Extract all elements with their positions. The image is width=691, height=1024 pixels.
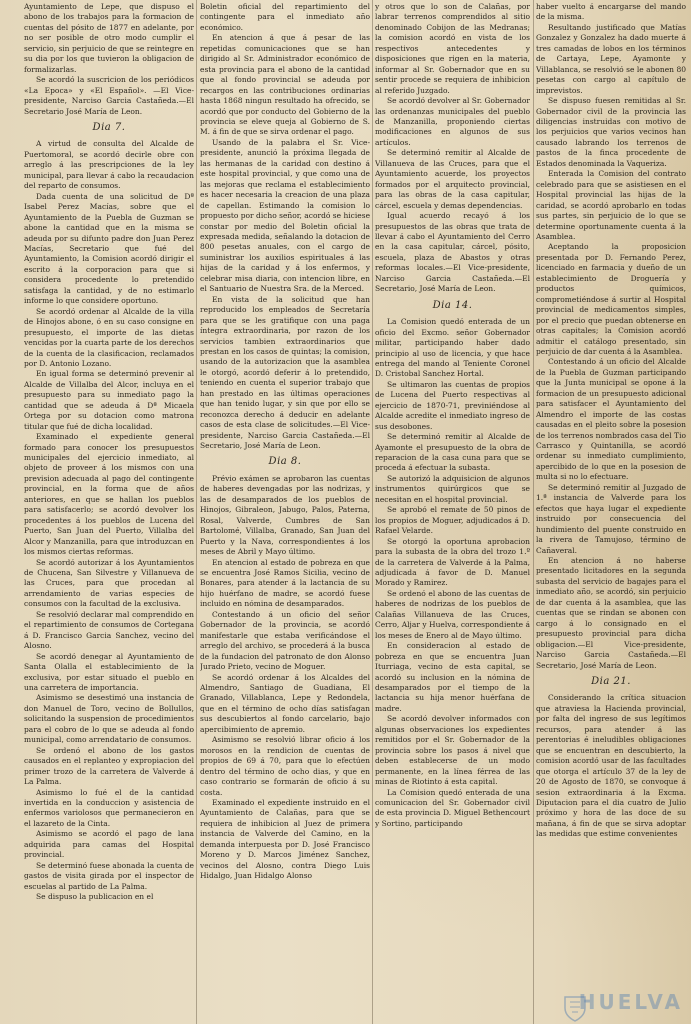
paragraph: Se determinó remitir al Juzgado de 1.ª instancia de Valverde para los efectos que haya lugar el expediente instruido por consecuencia del hundimiento del puente construido en la rivera de Tamujoso, término de Cañaveral. xyxy=(536,482,686,555)
paragraph: En atencion á que á pesar de las repetidas comunicaciones que se han dirigido al Sr. Administrador económico de esta provincia para el abono de la cantidad que al fondo provincial se adeuda por recargos en las contribuciones ordinarias hasta 1868 ningun resultado ha ofrecido, se acordó que por conducto del Gobierno de la provincia se eleve queja al Gobierno de S. M. á fin de que se sirva ordenar el pago. xyxy=(200,33,370,137)
paragraph: Asimismo se resolvió librar oficio á los morosos en la rendicion de cuentas de propios de 69 á 70, para que lo efectúen dentro del término de ocho dias, y que en caso contrario se formarán de oficio á su costa. xyxy=(200,735,370,797)
paragraph: Se determinó remitir al Alcalde de Villanueva de las Cruces, para que el Ayuntamiento acuerde, los proyectos formados por el arquitecto provincial, para las obras de la casa capitular, cárcel, escuela y demas dependencias. xyxy=(375,148,530,210)
paragraph: Se autorizó la adquisicion de algunos instrumentos quirúrgicos que se necesitan en el hospital provincial. xyxy=(375,473,530,504)
section-heading: Dia 7. xyxy=(92,121,126,133)
paragraph: Aceptando la proposicion presentada por D. Fernando Perez, licenciado en farmacia y dueño de un establecimiento de Droguería y productos químicos, comprometiéndose á surtir al Hospital provincial de medicamentos simples, por el precio que puedan obtenerse en otras capitales; la Comision acordó admitir el catálogo presentado, sin perjuicio de dar cuenta á la Asamblea. xyxy=(536,242,686,356)
section-heading: Dia 8. xyxy=(268,456,302,468)
paragraph: Examinado el expediente general formado para conocer los presupuestos municipales del ejercicio inmediato, al objeto de proveer á los mismos con una prevision adecuada al pago del contingente provincial, en la forma que de años anteriores, en que se hallan los pueblos para satisfacerlo; se acordó devolver los procedentes á los pueblos de Lucena del Puerto, San Juan del Puerto, Villalba del Alcor y Manzanilla, para que introduzcan en los mismos ciertas reformas. xyxy=(24,432,194,557)
section-heading: Dia 14. xyxy=(432,299,473,311)
paragraph: La Comision quedó enterada de un oficio del Excmo. señor Gobernador militar, participando haber dado principio al uso de licencia, y que hace entrega del mando al Teniente Coronel D. Cristobal Sanchez Hortal. xyxy=(375,317,530,379)
paragraph: Se determinó fuese abonada la cuenta de gastos de visita girada por el inspector de escuelas al partido de La Palma. xyxy=(24,860,194,891)
paragraph: Prévio exámen se aprobaron las cuentas de haberes devengadas por las nodrizas, y las de desamparados de los pueblos de Hinojos, Gibraleon, Jabugo, Palos, Paterna, Rosal, Valverde, Cumbres de San Bartolomé, Villalba, Granado, San Juan del Puerto y la Nava, correspondientes á los meses de Abril y Mayo último. xyxy=(200,473,370,557)
paragraph: Se resolvió declarar mal comprendido en el repartimiento de consumos de Cortegana á D. Francisco Garcia Sanchez, vecino del Alosno. xyxy=(24,609,194,651)
paragraph: Considerando la crítica situacion que atraviesa la Hacienda provincial, por falta del ingreso de sus legítimos recursos, para atender á las perentorias é ineludibles obligaciones que se encuentran en descubierto, la comision acordó usar de las facultades que otorga el artículo 37 de la ley de 20 de Agosto de 1870, se convoque á sesion extraordinaria á la Excma. Diputacion para el dia cuatro de Julio próximo y hora de las doce de su mañana, á fin de que se sirva adoptar las medidas que estime convenientes xyxy=(536,693,686,839)
paragraph: En atencion á no haberse presentado licitadores en la segunda subasta del servicio de bagajes para el inmediato año, se acordó, sin perjuicio de dar cuenta á la asamblea, que las cuentas que se rindan se abonen con cargo á lo consignado en el presupuesto provincial para dicha obligacion.—El Vice-presidente, Narciso Garcia Castañeda.—El Secretario, José María de Leon. xyxy=(536,556,686,670)
paragraph: Igual acuerdo recayó á los presupuestos de las obras que trata de llevar á cabo el Ayuntamiento del Cerro en la casa capitular, cárcel, pósito, escuela, plaza de Abastos y otras reformas locales.—El Vice-presidente, Narciso Garcia Castañeda.—El Secretario, José María de Leon. xyxy=(375,211,530,294)
paragraph: En consideracion al estado de pobreza en que se encuentra Juan Iturriaga, vecino de esta capital, se acordó su inclusion en la nómina de desamparados por el tiempo de la lactancia su hija menor huérfana de madre. xyxy=(375,641,530,713)
paragraph: Asimismo se desestimó una instancia de don Manuel de Toro, vecino de Bollullos, solicitando la suspension de procedimientos para el cobro de lo que se adeuda al fondo municipal, como arrendatario de consumos. xyxy=(24,693,194,745)
paragraph: En vista de la solicitud que han reproducido los empleados de Secretaría para que se les gratifique con una paga íntegra extraordinaria, por razon de los servicios tambien extraordinarios que prestan en los casos de quintas; la comision, usando de la autorizacion que la asamblea le otorgó, acordó deferir á lo pretendido, teniendo en cuenta el superior trabajo que han prestado en las últimas operaciones que han tenido lugar, y sin que por ello se reconozca derecho á deducir en adelante casos de esta clase de solicitudes.—El Vice-presidente, Narciso Garcia Castañeda.—El Secretario, José María de Leon. xyxy=(200,294,370,451)
paragraph: Asimismo lo fué el de la cantidad invertida en la conduccion y asistencia de enfermos variolosos que permanecieron en el lazareto de la Cinta. xyxy=(24,787,194,828)
paragraph: Contestando á un oficio del Alcalde de la Puebla de Guzman participando que la Junta municipal se opone á la formacion de un presupuesto adicional para satisfacer el Ayuntamiento del Almendro el importe de las costas causadas en el pleito sobre la posesion de los terrenos nombrados casa del Tio Carrasco y Quintanilla, se acordó ordenar su inmediato cumplimiento, apercibido de lo que en la posesion de multa si no lo efectuare. xyxy=(536,357,686,482)
paragraph: Enterada la Comision del contrato celebrado para que se asistiesen en el Hospital provincial las hijas de la caridad, se acordó aprobarlo en todas sus partes, sin perjuicio de lo que se determine oportunamente cuenta á la Asamblea. xyxy=(536,169,686,241)
paragraph: Dada cuenta de una solicitud de Dª Isabel Perez Macías, sobre que el Ayuntamiento de la Puebla de Guzman se abone la cantidad que en la misma se adeuda por su difunto padre don Juan Perez Macías, Secretario que fué del Ayuntamiento, la Comision acordó dirigir el escrito á la corporacion para que si considera procedente lo pretendido satisfaga la cantidad, y de no estimarlo informe lo que considere oportuno. xyxy=(24,191,194,306)
paragraph: Se aprobó el remate de 50 pinos de los propios de Moguer, adjudicados á D. Rafael Velarde. xyxy=(375,505,530,536)
paragraph: Se acordó ordenar á los Alcaldes del Almendro, Santiago de Guadiana, El Granado, Villablanca, Lepe y Redondela, que en el término de ocho días satisfagan sus descubiertos al fondo carcelario, bajo apercibimiento de apremio. xyxy=(200,672,370,734)
paragraph: Contestando á un oficio del señor Gobernador de la provincia, se acordó manifestarle que estaba verificándose el arreglo del archivo, se procederá á la busca de la fundacion del patronato de don Alonso Jurado Prieto, vecino de Moguer. xyxy=(200,609,370,672)
paragraph: Se acordó denegar al Ayuntamiento de Santa Olalla el establecimiento de la exclusiva, por estar situado el pueblo en una carretera de importancia. xyxy=(24,651,194,692)
paragraph: Se dispuso la publicacion en el xyxy=(36,892,154,902)
paragraph: haber vuelto á encargarse del mando de la misma. xyxy=(536,2,686,22)
paragraph: Resultando justificado que Matías Gonzalez y Gonzalez ha dado muerte á tres camadas de lobos en los términos de Cartaya, Lepe, Ayamonte y Villablanca, se resolvió se le abonen 80 pesetas con cargo al capítulo de imprevistos. xyxy=(536,22,686,95)
text-column-2 xyxy=(200,2,370,1020)
column-divider xyxy=(372,0,373,1024)
paragraph: Asimismo se acordó el pago de lana adquirida para camas del Hospital provincial. xyxy=(24,829,194,860)
section-heading: Dia 21. xyxy=(591,676,631,687)
paragraph: Se acordó autorizar á los Ayuntamientos de Chucena, San Silvestre y Villanueva de las Cruces, para que procedan al arrendamiento de varias especies de consumos con la facultad de la exclusiva. xyxy=(24,557,194,609)
text-column-3 xyxy=(375,2,530,1020)
paragraph: La Comision quedó enterada de una comunicacion del Sr. Gobernador civil de esta provincia D. Miguel Bethencourt y Sortino, participando xyxy=(375,787,530,828)
paragraph: En igual forma se determinó prevenir al Alcalde de Villalba del Alcor, incluya en el presupuesto para su inmediato pago la cantidad que se adeuda á Dª Micaela Ortega por su dotacion como matrona titular que fué de dicha localidad. xyxy=(24,369,194,431)
text-column-4 xyxy=(536,2,686,1020)
paragraph: Se otorgó la oportuna aprobacion para la subasta de la obra del trozo 1.º de la carretera de Valverde á la Palma, adjudicada á favor de D. Manuel Morado y Ramirez. xyxy=(375,536,530,588)
paragraph: Boletin oficial del repartimiento del contingente para el inmediato año económico. xyxy=(200,2,370,32)
paragraph: y otros que lo son de Calañas, por labrar terrenos comprendidos al sitio denominado Cobijon de las Medranas; la comision acordó en vista de los respectivos antecedentes y disposiciones que rigen en la materia, informar al Sr. Gobernador que en su sentir procede se requiera de inhibicion al referido Juzgado. xyxy=(375,2,530,95)
text-column-1 xyxy=(24,2,194,1020)
paragraph: Se acordó ordenar al Alcalde de la villa de Hinojos abone, ó en su caso consigne en presupuesto, el importe de las dietas vencidas por la cuarta parte de los derechos de la cuenta de la clasificacion, reclamados por D. Antonio Lozano. xyxy=(24,306,194,368)
paragraph: Se ordenó el abono de las cuentas de haberes de nodrizas de los pueblos de Calañas Villanueva de las Cruces, Cerro, Aljar y Huelva, correspondiente á los meses de Enero al de Mayo último. xyxy=(375,588,530,640)
paragraph: Se acordó devolver informados con algunas observaciones los expedientes remitidos por el Sr. Gobernador de la provincia sobre los pasos á nivel que deben establecerse de un modo permanente, en la línea férrea de las minas de Riotinto á esta capital. xyxy=(375,714,530,787)
paragraph: A virtud de consulta del Alcalde de Puertomoral, se acordó decirle obre con arreglo á las prescripciones de la ley municipal, para llevar á cabo la recaudacion del reparto de consumos. xyxy=(24,139,194,191)
paragraph: Examinado el expediente instruido en el Ayuntamiento de Calañas, para que se requiera de inhibicion al Juez de primera instancia de Valverde del Camino, en la demanda interpuesta por D. José Francisco Moreno y D. Marcos Jiménez Sanchez, vecinos del Alosno, contra Diego Luis Hidalgo, Juan Hidalgo Alonso xyxy=(200,797,370,881)
paragraph: Se acordó la suscricion de los periódicos «La Epoca» y «El Español». —El Vice-presidente, Narciso Garcia Castañeda.—El Secretario José María de Leon. xyxy=(24,75,194,116)
archive-watermark: HUELVA xyxy=(578,990,683,1014)
paragraph: Ayuntamiento de Lepe, que dispuso el abono de los trabajos para la formacion de cuentas del pósito de 1877 en adelante, por no ser posible de otro modo cumplir el servicio, sin perjuicio de que se reintegre en su dia por los que tuvieron la obligacion de formalizarlas. xyxy=(24,2,194,74)
paragraph: Se determinó remitir al Alcalde de Ayamonte el presupuesto de la obra de reparacion de la casa cuna para que se proceda á efectuar la subasta. xyxy=(375,432,530,473)
paragraph: Se ordenó el abono de los gastos causados en el replanteo y expropiacion del primer trozo de la carretera de Valverde á La Palma. xyxy=(24,745,194,787)
paragraph: En atencion al estado de pobreza en que se encuentra José Ramos Sicilia, vecino de Bonares, para atender á la lactancia de su hijo huérfano de madre, se acordó fuese incluido en nómina de desamparados. xyxy=(200,557,370,609)
paragraph: Usando de la palabra el Sr. Vice-presidente, anunció la próxima llegada de las hermanas de la caridad con destino á este hospital provincial, y que como una de las mejoras que reclama el establecimiento es hacer necesaria la creacion de una plaza de capellan. Estimando la comision lo propuesto por dicho señor, acordó se hiciese constar por medio del Boletin oficial la expresada medida, señalando la dotacion de 800 pesetas anuales, con el cargo de suministrar los auxilios espirituales á las hijas de la caridad y á los enfermos, y celebrar misa diaria, con intencion libre, en el Santuario de Nuestra Sra. de la Merced. xyxy=(200,137,370,294)
column-divider xyxy=(533,0,534,1024)
paragraph: Se dispuso fuesen remitidas al Sr. Gobernador civil de la provincia las diligencias instruidas con motivo de los perjuicios que varios vecinos han causado labrando los terrenos de pastos de la finca procedente de Estados denominada la Vaqueriza. xyxy=(536,96,686,168)
paragraph: Se ultimaron las cuentas de propios de Lucena del Puerto respectivas al ejercicio de 1870-71, previniéndose al Alcalde acredite el inmediato ingreso de sus desobones. xyxy=(375,379,530,431)
column-divider xyxy=(196,0,197,1024)
paragraph: Se acordó devolver al Sr. Gobernador las ordenanzas municipales del pueblo de Manzanilla, proponiendo ciertas modificaciones en algunos de sus artículos. xyxy=(375,96,530,147)
